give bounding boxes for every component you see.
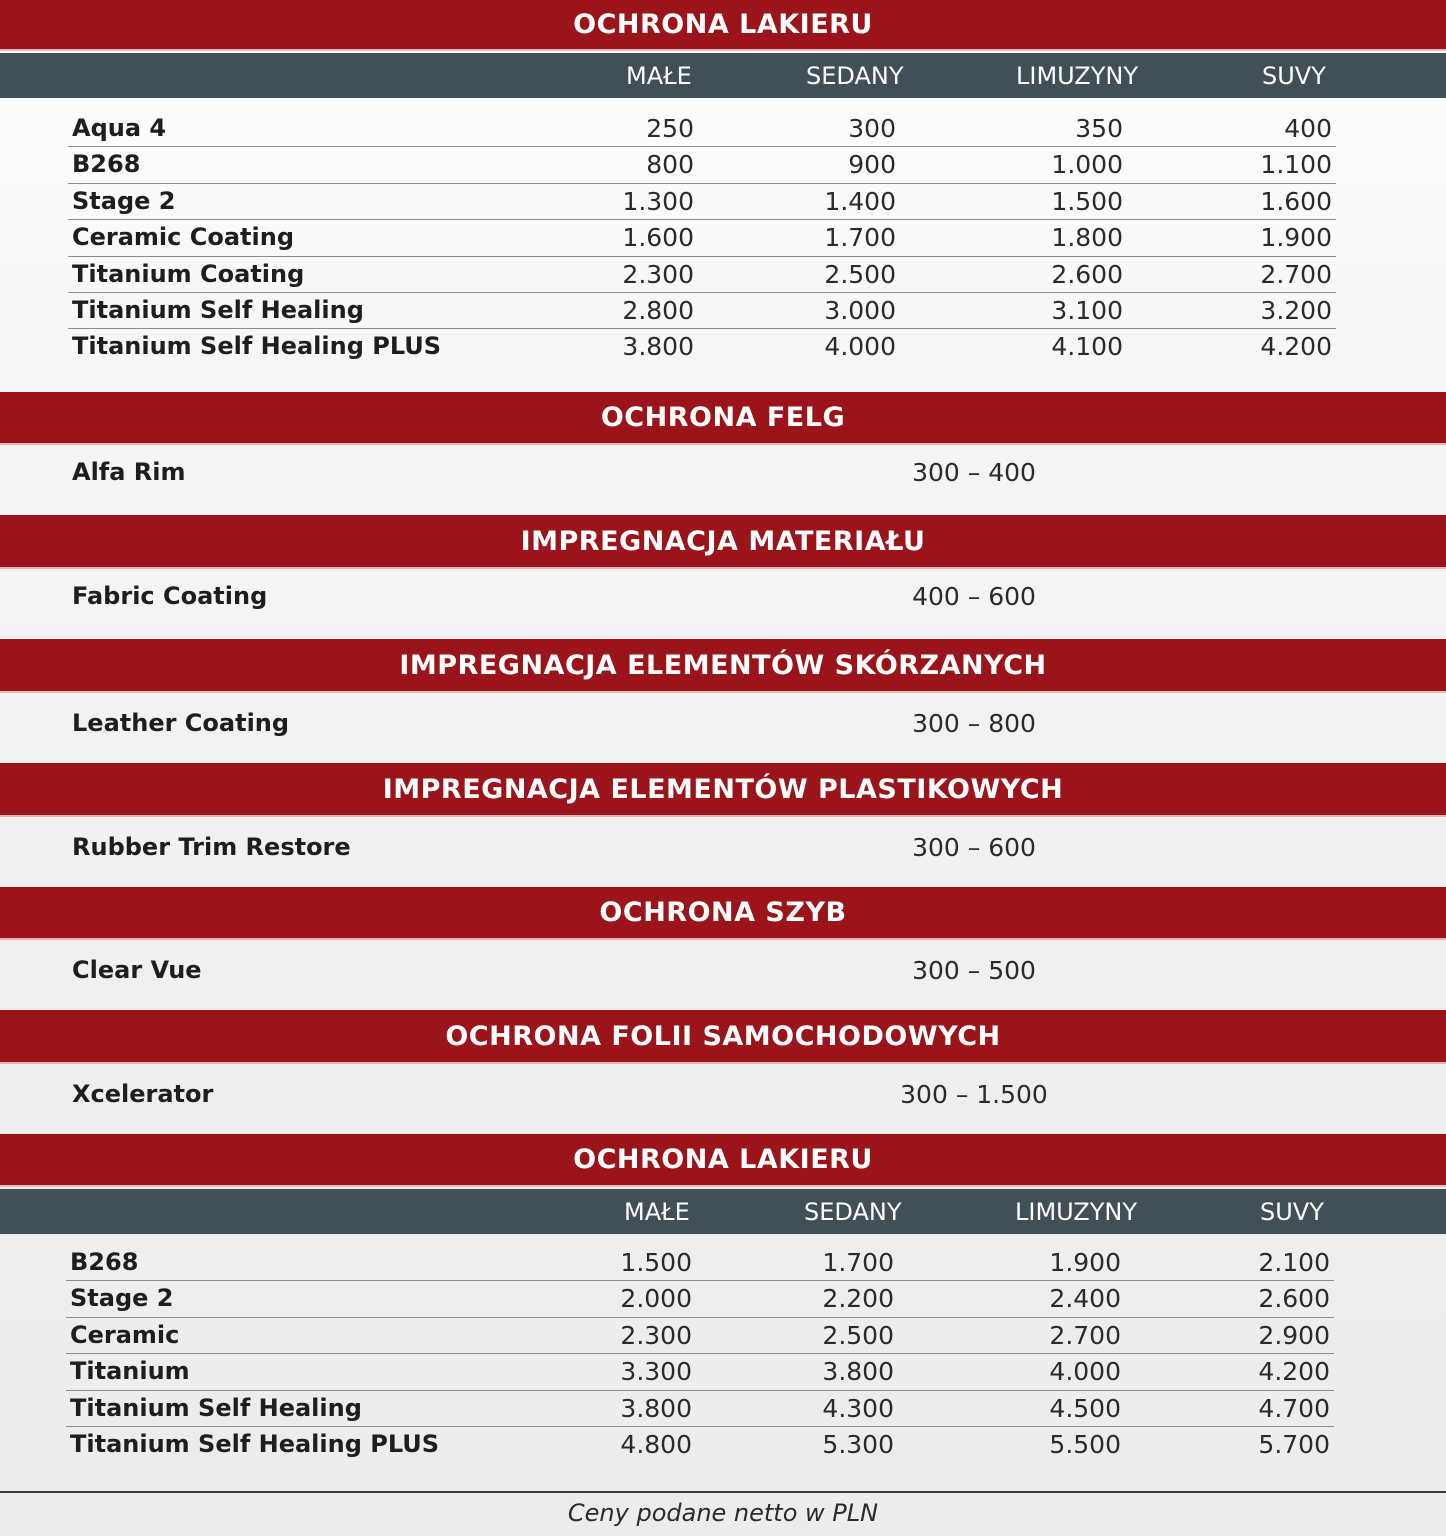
- product-name: Fabric Coating: [72, 582, 268, 610]
- list-item: [0, 693, 1446, 763]
- price-suv: 3.200: [1260, 295, 1332, 325]
- footer-divider: [0, 1491, 1446, 1493]
- section-title: IMPREGNACJA ELEMENTÓW PLASTIKOWYCH: [382, 773, 1064, 805]
- price-suv: 2.600: [1258, 1284, 1330, 1314]
- price-range: 300 – 400: [912, 458, 1036, 487]
- price-range: 300 – 600: [912, 833, 1036, 862]
- price-small: 1.600: [622, 223, 694, 253]
- price-range: 300 – 1.500: [900, 1080, 1048, 1109]
- section-title: OCHRONA SZYB: [599, 897, 847, 928]
- price-sedan: 2.500: [822, 1320, 894, 1350]
- price-limousine: 4.100: [1051, 332, 1123, 362]
- product-name: Ceramic Coating: [72, 223, 294, 252]
- product-name: Xcelerator: [72, 1080, 214, 1108]
- section-header-leather-impregnation: [0, 639, 1446, 693]
- price-small: 3.800: [620, 1393, 692, 1423]
- section-header-fabric-impregnation: [0, 515, 1446, 569]
- section-header-paint-protection: [0, 0, 1446, 51]
- price-sedan: 900: [848, 150, 896, 180]
- table-row: [66, 1318, 1334, 1354]
- price-sedan: 1.700: [824, 223, 896, 253]
- price-sedan: 300: [848, 114, 896, 143]
- price-limousine: 2.600: [1051, 259, 1123, 289]
- price-small: 2.800: [622, 295, 694, 325]
- price-suv: 4.700: [1258, 1393, 1330, 1423]
- price-sedan: 5.300: [822, 1429, 894, 1459]
- product-name: Titanium Self Healing: [70, 1393, 362, 1422]
- product-name: Titanium Self Healing PLUS: [70, 1429, 440, 1458]
- price-limousine: 1.800: [1051, 223, 1123, 253]
- column-header-bar: [0, 1189, 1446, 1234]
- section-title: IMPREGNACJA MATERIAŁU: [520, 525, 926, 557]
- price-suv: 4.200: [1258, 1357, 1330, 1387]
- product-name: Aqua 4: [72, 114, 167, 142]
- price-sedan: 2.500: [824, 259, 896, 289]
- price-suv: 1.100: [1260, 150, 1332, 180]
- price-suv: 400: [1284, 114, 1332, 143]
- table-row: [66, 1427, 1334, 1463]
- column-header-suvs: SUVY: [1262, 62, 1326, 90]
- column-header-small: MAŁE: [626, 62, 692, 90]
- price-sedan: 4.300: [822, 1393, 894, 1423]
- section-title: IMPREGNACJA ELEMENTÓW SKÓRZANYCH: [399, 649, 1047, 681]
- product-name: Titanium Coating: [72, 259, 305, 288]
- price-suv: 2.100: [1258, 1248, 1330, 1277]
- price-limousine: 1.900: [1049, 1248, 1121, 1277]
- section-header-plastic-impregnation: [0, 763, 1446, 817]
- table-row: [66, 1245, 1334, 1281]
- list-item: [0, 817, 1446, 887]
- price-limousine: 4.500: [1049, 1393, 1121, 1423]
- product-name: Leather Coating: [72, 709, 290, 737]
- column-header-sedans: SEDANY: [806, 62, 904, 90]
- column-header-bar: [0, 53, 1446, 98]
- table-row: [66, 1281, 1334, 1317]
- price-small: 2.000: [620, 1284, 692, 1314]
- price-suv: 1.900: [1260, 223, 1332, 253]
- price-sedan: 1.700: [822, 1248, 894, 1277]
- product-name: Stage 2: [70, 1284, 174, 1313]
- price-range: 300 – 500: [912, 956, 1036, 985]
- price-limousine: 350: [1075, 114, 1123, 143]
- table-row: [66, 1354, 1334, 1390]
- section-header-film-protection: [0, 1010, 1446, 1064]
- price-range: 300 – 800: [912, 709, 1036, 738]
- price-small: 3.300: [620, 1357, 692, 1387]
- table-row: [68, 329, 1336, 365]
- list-item: [0, 445, 1446, 515]
- price-table-paint-2: [66, 1245, 1334, 1463]
- price-limousine: 1.000: [1051, 150, 1123, 180]
- price-small: 1.300: [622, 186, 694, 216]
- price-suv: 4.200: [1260, 332, 1332, 362]
- price-suv: 5.700: [1258, 1429, 1330, 1459]
- price-limousine: 4.000: [1049, 1357, 1121, 1387]
- price-sedan: 3.800: [822, 1357, 894, 1387]
- section-header-paint-protection-2: [0, 1134, 1446, 1187]
- price-suv: 1.600: [1260, 186, 1332, 216]
- list-item: [0, 569, 1446, 639]
- price-small: 250: [646, 114, 694, 143]
- price-limousine: 2.400: [1049, 1284, 1121, 1314]
- price-sedan: 2.200: [822, 1284, 894, 1314]
- list-item: [0, 940, 1446, 1010]
- price-small: 4.800: [620, 1429, 692, 1459]
- price-limousine: 2.700: [1049, 1320, 1121, 1350]
- table-row: [68, 293, 1336, 329]
- column-header-limousines: LIMUZYNY: [1016, 62, 1139, 90]
- column-header-sedans: SEDANY: [804, 1198, 902, 1226]
- product-name: Stage 2: [72, 186, 176, 215]
- price-small: 3.800: [622, 332, 694, 362]
- product-name: Titanium Self Healing: [72, 295, 364, 324]
- price-table-paint-1: [68, 111, 1336, 366]
- price-small: 1.500: [620, 1248, 692, 1277]
- price-sedan: 3.000: [824, 295, 896, 325]
- product-name: B268: [70, 1248, 139, 1276]
- section-title: OCHRONA LAKIERU: [573, 9, 873, 40]
- section-header-glass-protection: [0, 887, 1446, 940]
- product-name: Clear Vue: [72, 956, 202, 984]
- price-sedan: 1.400: [824, 186, 896, 216]
- price-limousine: 5.500: [1049, 1429, 1121, 1459]
- section-header-rim-protection: [0, 392, 1446, 445]
- table-row: [68, 184, 1336, 220]
- price-limousine: 3.100: [1051, 295, 1123, 325]
- price-sedan: 4.000: [824, 332, 896, 362]
- table-row: [66, 1391, 1334, 1427]
- price-small: 2.300: [622, 259, 694, 289]
- column-header-suvs: SUVY: [1260, 1198, 1324, 1226]
- table-row: [68, 147, 1336, 183]
- section-title: OCHRONA FOLII SAMOCHODOWYCH: [445, 1020, 1001, 1052]
- footer-note: Ceny podane netto w PLN: [567, 1499, 879, 1527]
- price-small: 2.300: [620, 1320, 692, 1350]
- product-name: Rubber Trim Restore: [72, 833, 351, 861]
- price-small: 800: [646, 150, 694, 180]
- price-limousine: 1.500: [1051, 186, 1123, 216]
- table-row: [68, 111, 1336, 147]
- column-header-limousines: LIMUZYNY: [1015, 1198, 1138, 1226]
- product-name: Alfa Rim: [72, 458, 186, 486]
- product-name: B268: [72, 150, 141, 179]
- table-row: [68, 257, 1336, 293]
- price-suv: 2.900: [1258, 1320, 1330, 1350]
- table-row: [68, 220, 1336, 256]
- product-name: Titanium: [70, 1357, 190, 1386]
- product-name: Titanium Self Healing PLUS: [72, 332, 442, 361]
- price-suv: 2.700: [1260, 259, 1332, 289]
- price-range: 400 – 600: [912, 582, 1036, 611]
- product-name: Ceramic: [70, 1320, 180, 1349]
- list-item: [0, 1064, 1446, 1134]
- column-header-small: MAŁE: [624, 1198, 690, 1226]
- section-title: OCHRONA FELG: [600, 402, 846, 433]
- section-title: OCHRONA LAKIERU: [573, 1144, 873, 1175]
